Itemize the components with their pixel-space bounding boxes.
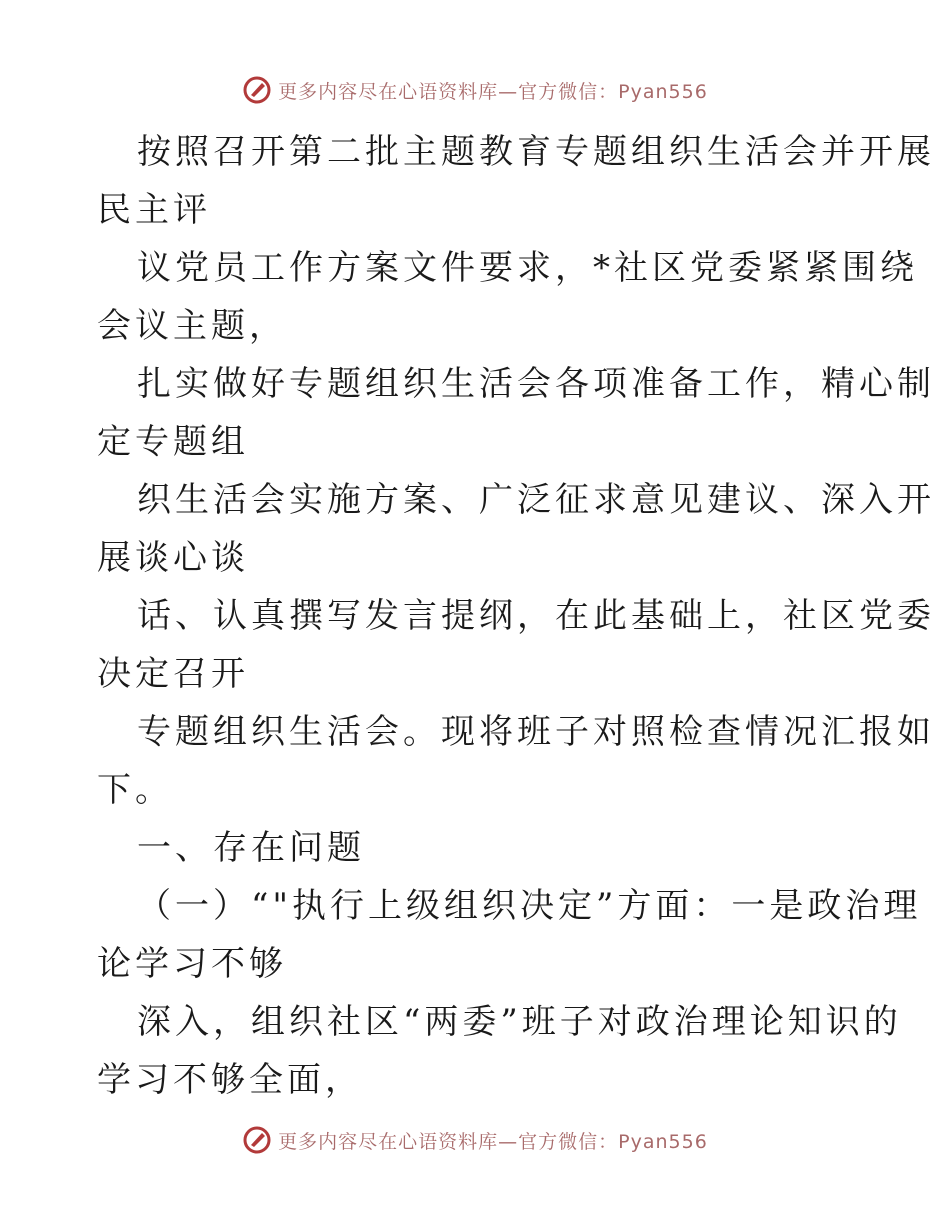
paragraph: [97, 993, 902, 1109]
document-body: [97, 123, 935, 1109]
paragraph: [97, 123, 935, 239]
paragraph-line: 下。: [97, 770, 173, 810]
paragraph-line: 织生活会实施方案、广泛征求意见建议、深入开: [137, 480, 935, 520]
paragraph-line: 按照召开第二批主题教育专题组织生活会并开展: [137, 132, 935, 172]
watermark-text: 更多内容尽在心语资料库—官方微信：Pyan556: [278, 80, 708, 103]
logo-icon: [242, 1125, 272, 1155]
paragraph: [97, 355, 935, 471]
paragraph-line: 决定召开: [97, 654, 249, 694]
paragraph: [97, 239, 918, 355]
paragraph-line: 定专题组: [97, 422, 249, 462]
paragraph: [97, 471, 935, 587]
paragraph-line: 会议主题，: [97, 306, 287, 346]
paragraph-line: 专题组织生活会。现将班子对照检查情况汇报如: [137, 712, 935, 752]
paragraph-line: 一、存在问题: [137, 828, 365, 868]
paragraph-line: 民主评: [97, 190, 211, 230]
paragraph-line: 深入，组织社区“两委”班子对政治理论知识的: [137, 1002, 902, 1042]
watermark-text: 更多内容尽在心语资料库—官方微信：Pyan556: [278, 1130, 708, 1153]
paragraph-line: 议党员工作方案文件要求，*社区党委紧紧围绕: [137, 248, 918, 288]
paragraph-line: （一）“"执行上级组织决定”方面：一是政治理: [137, 886, 922, 926]
paragraph-line: 扎实做好专题组织生活会各项准备工作，精心制: [137, 364, 935, 404]
paragraph: [97, 587, 935, 703]
paragraph-line: 论学习不够: [97, 944, 287, 984]
watermark-header: [0, 70, 950, 110]
paragraph-line: 学习不够全面，: [97, 1060, 363, 1100]
section-heading: [97, 819, 857, 877]
watermark-footer: [0, 1120, 950, 1160]
paragraph: [97, 703, 935, 819]
paragraph-line: 话、认真撰写发言提纲，在此基础上，社区党委: [137, 596, 935, 636]
paragraph-line: 展谈心谈: [97, 538, 249, 578]
paragraph: [97, 877, 922, 993]
logo-icon: [242, 75, 272, 105]
